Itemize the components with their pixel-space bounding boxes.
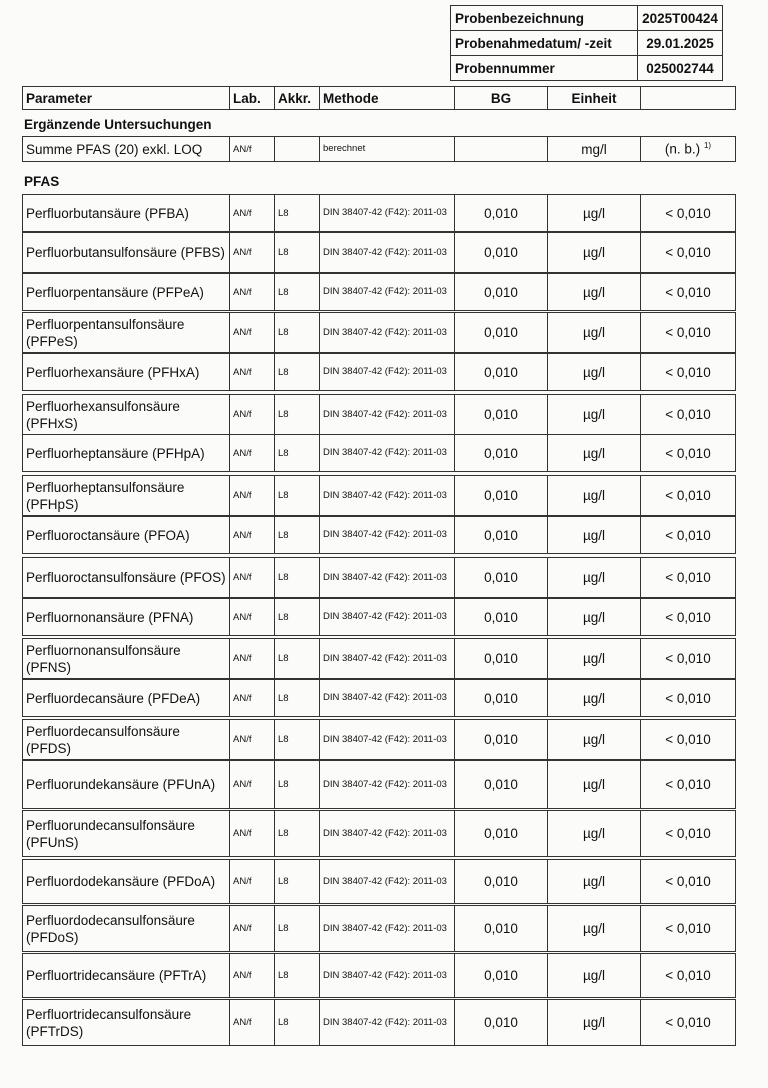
table-row — [22, 999, 736, 1046]
limit-value: 0,010 — [455, 354, 548, 391]
method: DIN 38407-42 (F42): 2011-03 — [320, 435, 455, 472]
result-value: < 0,010 — [641, 476, 736, 516]
limit-value: 0,010 — [455, 860, 548, 904]
lab-code: AN/f — [230, 137, 275, 162]
lab-code: AN/f — [230, 233, 275, 273]
method: DIN 38407-42 (F42): 2011-03 — [320, 195, 455, 232]
unit: µg/l — [548, 954, 641, 998]
result-value: < 0,010 — [641, 274, 736, 311]
sample-info-row — [451, 31, 723, 56]
sampling-date-value: 29.01.2025 — [638, 31, 723, 56]
parameter-name: Perfluorhexansäure (PFHxA) — [23, 354, 230, 391]
accreditation-code: L8 — [275, 395, 320, 435]
unit: µg/l — [548, 476, 641, 516]
parameter-name: Perfluordodecansulfonsäure (PFDoS) — [23, 906, 230, 952]
result-text: (n. b.) — [664, 141, 701, 157]
limit-value: 0,010 — [455, 680, 548, 717]
lab-code: AN/f — [230, 599, 275, 636]
result-value: < 0,010 — [641, 680, 736, 717]
method: berechnet — [320, 137, 455, 162]
limit-value: 0,010 — [455, 476, 548, 516]
unit: µg/l — [548, 599, 641, 636]
table-row — [22, 810, 736, 857]
unit: µg/l — [548, 906, 641, 952]
sample-designation-value: 2025T00424 — [638, 6, 723, 31]
limit-value: 0,010 — [455, 954, 548, 998]
table-row — [22, 353, 736, 391]
parameter-name: Perfluorheptansäure (PFHpA) — [23, 435, 230, 472]
limit-value: 0,010 — [455, 233, 548, 273]
method: DIN 38407-42 (F42): 2011-03 — [320, 761, 455, 809]
method: DIN 38407-42 (F42): 2011-03 — [320, 558, 455, 598]
accreditation-code: L8 — [275, 954, 320, 998]
parameter-name: Perfluorhexansulfonsäure (PFHxS) — [23, 395, 230, 435]
unit: µg/l — [548, 435, 641, 472]
parameter-name: Perfluoroctansulfonsäure (PFOS) — [23, 558, 230, 598]
method: DIN 38407-42 (F42): 2011-03 — [320, 860, 455, 904]
limit-value: 0,010 — [455, 395, 548, 435]
unit: µg/l — [548, 639, 641, 679]
table-row — [22, 679, 736, 717]
table-row — [22, 136, 736, 162]
result-value: < 0,010 — [641, 558, 736, 598]
parameter-name: Perfluoroctansäure (PFOA) — [23, 517, 230, 554]
column-header-methode: Methode — [320, 87, 455, 110]
method: DIN 38407-42 (F42): 2011-03 — [320, 680, 455, 717]
result-value: < 0,010 — [641, 233, 736, 273]
table-row — [22, 760, 736, 809]
unit: µg/l — [548, 517, 641, 554]
lab-code: AN/f — [230, 558, 275, 598]
unit: µg/l — [548, 1000, 641, 1046]
method: DIN 38407-42 (F42): 2011-03 — [320, 906, 455, 952]
unit: mg/l — [548, 137, 641, 162]
parameter-name: Perfluorheptansulfonsäure (PFHpS) — [23, 476, 230, 516]
column-header-akkr: Akkr. — [275, 87, 320, 110]
unit: µg/l — [548, 680, 641, 717]
sample-info-box — [450, 5, 723, 81]
accreditation-code: L8 — [275, 860, 320, 904]
result-value: < 0,010 — [641, 860, 736, 904]
method: DIN 38407-42 (F42): 2011-03 — [320, 274, 455, 311]
method: DIN 38407-42 (F42): 2011-03 — [320, 395, 455, 435]
accreditation-code: L8 — [275, 517, 320, 554]
result-value: < 0,010 — [641, 954, 736, 998]
result-value: < 0,010 — [641, 395, 736, 435]
accreditation-code: L8 — [275, 811, 320, 857]
accreditation-code: L8 — [275, 906, 320, 952]
lab-code: AN/f — [230, 1000, 275, 1046]
method: DIN 38407-42 (F42): 2011-03 — [320, 954, 455, 998]
limit-value: 0,010 — [455, 761, 548, 809]
lab-code: AN/f — [230, 906, 275, 952]
method: DIN 38407-42 (F42): 2011-03 — [320, 313, 455, 353]
sample-designation-label: Probenbezeichnung — [451, 6, 638, 31]
parameter-name: Perfluorbutansulfonsäure (PFBS) — [23, 233, 230, 273]
method: DIN 38407-42 (F42): 2011-03 — [320, 811, 455, 857]
parameter-name: Perfluorbutansäure (PFBA) — [23, 195, 230, 232]
limit-value: 0,010 — [455, 906, 548, 952]
unit: µg/l — [548, 354, 641, 391]
table-row — [22, 859, 736, 904]
result-value: < 0,010 — [641, 761, 736, 809]
lab-code: AN/f — [230, 860, 275, 904]
limit-value: 0,010 — [455, 599, 548, 636]
method: DIN 38407-42 (F42): 2011-03 — [320, 599, 455, 636]
lab-code: AN/f — [230, 274, 275, 311]
unit: µg/l — [548, 558, 641, 598]
result-value: < 0,010 — [641, 435, 736, 472]
column-header-lab: Lab. — [230, 87, 275, 110]
table-row — [22, 232, 736, 273]
lab-code: AN/f — [230, 954, 275, 998]
unit: µg/l — [548, 195, 641, 232]
unit: µg/l — [548, 233, 641, 273]
unit: µg/l — [548, 395, 641, 435]
result-value: < 0,010 — [641, 720, 736, 760]
limit-value: 0,010 — [455, 313, 548, 353]
lab-code: AN/f — [230, 517, 275, 554]
limit-value: 0,010 — [455, 558, 548, 598]
column-header-parameter: Parameter — [23, 87, 230, 110]
accreditation-code: L8 — [275, 435, 320, 472]
parameter-name: Perfluordodekansäure (PFDoA) — [23, 860, 230, 904]
lab-code: AN/f — [230, 720, 275, 760]
accreditation-code: L8 — [275, 274, 320, 311]
accreditation-code: L8 — [275, 599, 320, 636]
lab-code: AN/f — [230, 195, 275, 232]
lab-code: AN/f — [230, 435, 275, 472]
sampling-date-label: Probenahmedatum/ -zeit — [451, 31, 638, 56]
table-row — [22, 638, 736, 679]
accreditation-code — [275, 137, 320, 162]
parameter-name: Perfluordecansäure (PFDeA) — [23, 680, 230, 717]
result-value: < 0,010 — [641, 639, 736, 679]
unit: µg/l — [548, 720, 641, 760]
method: DIN 38407-42 (F42): 2011-03 — [320, 720, 455, 760]
table-row — [22, 953, 736, 998]
section-title: Ergänzende Untersuchungen — [24, 117, 212, 132]
limit-value: 0,010 — [455, 195, 548, 232]
unit: µg/l — [548, 860, 641, 904]
parameter-name: Perfluorundekansäure (PFUnA) — [23, 761, 230, 809]
limit-value: 0,010 — [455, 639, 548, 679]
method: DIN 38407-42 (F42): 2011-03 — [320, 517, 455, 554]
parameter-name: Perfluornonansäure (PFNA) — [23, 599, 230, 636]
parameter-name: Perfluorundecansulfonsäure (PFUnS) — [23, 811, 230, 857]
parameter-name: Perfluordecansulfonsäure (PFDS) — [23, 720, 230, 760]
limit-value — [455, 137, 548, 162]
accreditation-code: L8 — [275, 680, 320, 717]
result-value: < 0,010 — [641, 313, 736, 353]
unit: µg/l — [548, 274, 641, 311]
limit-value: 0,010 — [455, 720, 548, 760]
accreditation-code: L8 — [275, 639, 320, 679]
method: DIN 38407-42 (F42): 2011-03 — [320, 476, 455, 516]
parameter-name: Summe PFAS (20) exkl. LOQ — [23, 137, 230, 162]
accreditation-code: L8 — [275, 476, 320, 516]
table-row — [22, 905, 736, 952]
table-row — [22, 312, 736, 353]
column-header-bg: BG — [455, 87, 548, 110]
accreditation-code: L8 — [275, 720, 320, 760]
accreditation-code: L8 — [275, 195, 320, 232]
lab-code: AN/f — [230, 313, 275, 353]
lab-code: AN/f — [230, 761, 275, 809]
unit: µg/l — [548, 811, 641, 857]
result-value: < 0,010 — [641, 599, 736, 636]
result-value: < 0,010 — [641, 195, 736, 232]
parameter-name: Perfluornonansulfonsäure (PFNS) — [23, 639, 230, 679]
result-value: < 0,010 — [641, 517, 736, 554]
accreditation-code: L8 — [275, 558, 320, 598]
unit: µg/l — [548, 761, 641, 809]
table-row — [22, 475, 736, 516]
lab-code: AN/f — [230, 811, 275, 857]
column-header-einheit: Einheit — [548, 87, 641, 110]
limit-value: 0,010 — [455, 1000, 548, 1046]
lab-code: AN/f — [230, 639, 275, 679]
unit: µg/l — [548, 313, 641, 353]
accreditation-code: L8 — [275, 354, 320, 391]
parameter-name: Perfluorpentansäure (PFPeA) — [23, 274, 230, 311]
sample-number-label: Probennummer — [451, 56, 638, 81]
sample-number-value: 025002744 — [638, 56, 723, 81]
table-row — [22, 273, 736, 311]
table-row — [22, 516, 736, 554]
table-row — [22, 394, 736, 435]
limit-value: 0,010 — [455, 811, 548, 857]
lab-code: AN/f — [230, 395, 275, 435]
limit-value: 0,010 — [455, 274, 548, 311]
footnote-marker: 1) — [703, 141, 712, 151]
lab-code: AN/f — [230, 680, 275, 717]
lab-code: AN/f — [230, 476, 275, 516]
result-value: < 0,010 — [641, 811, 736, 857]
table-row — [22, 434, 736, 472]
method: DIN 38407-42 (F42): 2011-03 — [320, 354, 455, 391]
method: DIN 38407-42 (F42): 2011-03 — [320, 233, 455, 273]
table-row — [22, 598, 736, 636]
method: DIN 38407-42 (F42): 2011-03 — [320, 639, 455, 679]
table-row — [22, 557, 736, 598]
result-value: < 0,010 — [641, 1000, 736, 1046]
limit-value: 0,010 — [455, 435, 548, 472]
method: DIN 38407-42 (F42): 2011-03 — [320, 1000, 455, 1046]
lab-code: AN/f — [230, 354, 275, 391]
result-value: < 0,010 — [641, 906, 736, 952]
accreditation-code: L8 — [275, 233, 320, 273]
column-header-row — [22, 86, 736, 110]
limit-value: 0,010 — [455, 517, 548, 554]
sample-info-row — [451, 6, 723, 31]
parameter-name: Perfluorpentansulfonsäure (PFPeS) — [23, 313, 230, 353]
parameter-name: Perfluortridecansulfonsäure (PFTrDS) — [23, 1000, 230, 1046]
column-header-result — [641, 87, 736, 110]
result-value: < 0,010 — [641, 354, 736, 391]
accreditation-code: L8 — [275, 313, 320, 353]
table-row — [22, 719, 736, 760]
section-title: PFAS — [24, 174, 60, 189]
accreditation-code: L8 — [275, 1000, 320, 1046]
accreditation-code: L8 — [275, 761, 320, 809]
result-value — [641, 137, 736, 162]
sample-info-row — [451, 56, 723, 81]
table-row — [22, 194, 736, 232]
parameter-name: Perfluortridecansäure (PFTrA) — [23, 954, 230, 998]
